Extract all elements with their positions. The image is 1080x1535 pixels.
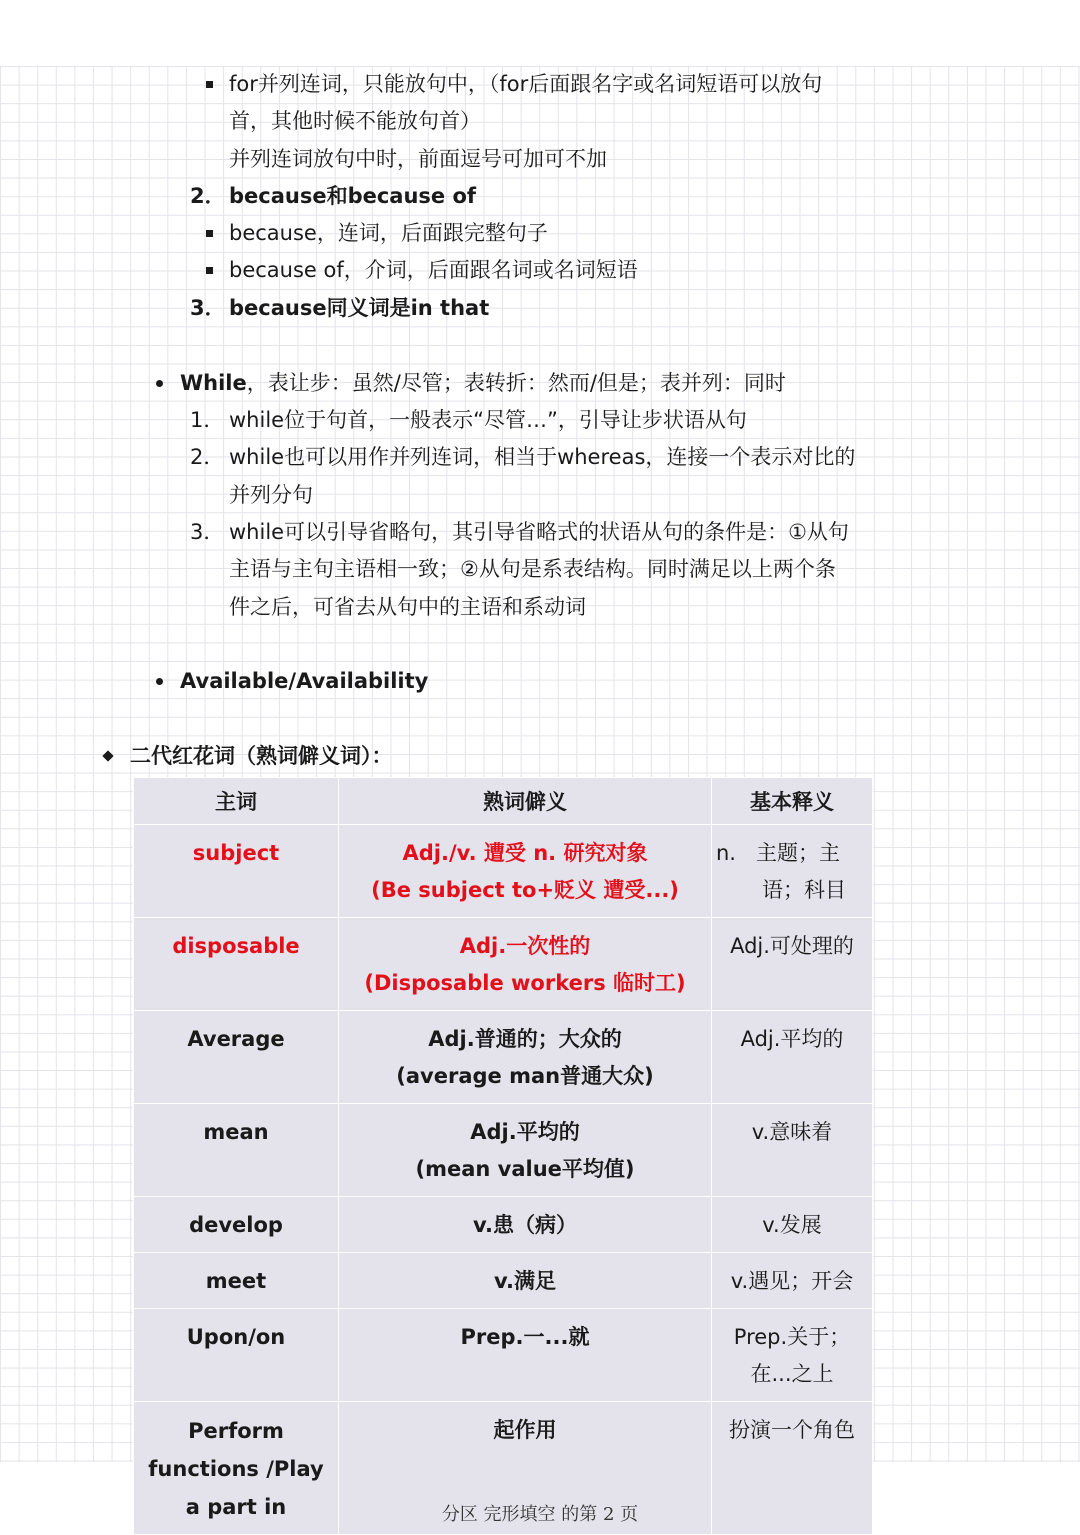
word-cell: subject	[134, 825, 339, 918]
because-of-note: because of，介词，后面跟名词或名词短语	[229, 258, 638, 282]
vocab-table	[133, 777, 873, 1535]
basic-meaning-cell: v.遇见；开会	[712, 1253, 873, 1309]
because-note: because，连词，后面跟完整句子	[229, 221, 548, 245]
word-cell: meet	[134, 1253, 339, 1309]
table-row	[134, 918, 873, 1011]
square-bullet-icon	[206, 230, 213, 237]
rare-meaning-cell: v.满足	[339, 1253, 712, 1309]
rare-meaning-cell: Prep.一...就	[339, 1309, 712, 1402]
header-rare-meaning: 熟词僻义	[339, 778, 712, 825]
round-bullet-icon	[156, 380, 163, 387]
rare-meaning-cell: 起作用	[339, 1402, 712, 1535]
while-item-line: 并列分句	[229, 483, 313, 507]
item-number: 2．	[190, 445, 225, 469]
while-item-line: 件之后，可省去从句中的主语和系动词	[229, 595, 586, 619]
table-row	[134, 825, 873, 918]
rare-meaning-cell: Adj.一次性的 (Disposable workers 临时工)	[339, 918, 712, 1011]
while-item-line: 主语与主句主语相一致；②从句是系表结构。同时满足以上两个条	[229, 557, 836, 581]
table-row	[134, 1309, 873, 1402]
available-heading: Available/Availability	[180, 669, 429, 693]
basic-meaning-cell: n. 主题；主 语；科目	[712, 825, 873, 918]
while-item-line: while也可以用作并列连词，相当于whereas，连接一个表示对比的	[229, 445, 856, 469]
basic-meaning-cell: v.意味着	[712, 1104, 873, 1197]
basic-meaning-cell: Prep.关于； 在...之上	[712, 1309, 873, 1402]
header-word: 主词	[134, 778, 339, 825]
table-row	[134, 1253, 873, 1309]
for-note-line: 并列连词放句中时，前面逗号可加可不加	[229, 147, 607, 171]
rare-meaning-cell: v.患（病）	[339, 1197, 712, 1253]
item-number: 2．	[190, 184, 226, 208]
basic-meaning-cell: Adj.可处理的	[712, 918, 873, 1011]
rare-meaning-cell: Adj.平均的 (mean value平均值)	[339, 1104, 712, 1197]
item-heading: because和because of	[229, 184, 477, 208]
for-note-line: 首，其他时候不能放句首）	[229, 109, 481, 133]
word-cell: develop	[134, 1197, 339, 1253]
while-heading: While，表让步：虽然/尽管；表转折：然而/但是；表并列：同时	[180, 371, 786, 395]
table-row	[134, 1104, 873, 1197]
basic-meaning-cell: 扮演一个角色	[712, 1402, 873, 1535]
table-row	[134, 1197, 873, 1253]
table-row	[134, 1011, 873, 1104]
vocab-section-title: 二代红花词（熟词僻义词）：	[130, 744, 393, 768]
word-cell: mean	[134, 1104, 339, 1197]
page-footer: 分区 完形填空 的第 2 页	[441, 1504, 639, 1525]
word-cell: disposable	[134, 918, 339, 1011]
word-cell: Perform functions /Play a part in	[134, 1402, 339, 1535]
basic-meaning-cell: Adj.平均的	[712, 1011, 873, 1104]
basic-meaning-cell: v.发展	[712, 1197, 873, 1253]
square-bullet-icon	[206, 81, 213, 88]
rare-meaning-cell: Adj.普通的；大众的 (average man普通大众)	[339, 1011, 712, 1104]
item-number: 3．	[190, 296, 226, 320]
while-item-line: while位于句首，一般表示“尽管…”，引导让步状语从句	[229, 408, 747, 432]
rare-meaning-cell: Adj./v. 遭受 n. 研究对象 (Be subject to+贬义 遭受...)	[339, 825, 712, 918]
for-note-line: for并列连词，只能放句中，（for后面跟名字或名词短语可以放句	[229, 72, 823, 96]
word-cell: Upon/on	[134, 1309, 339, 1402]
word-cell: Average	[134, 1011, 339, 1104]
item-number: 1．	[190, 408, 225, 432]
header-basic-meaning: 基本释义	[712, 778, 873, 825]
round-bullet-icon	[156, 678, 163, 685]
item-heading: because同义词是in that	[229, 296, 490, 320]
while-item-line: while可以引导省略句，其引导省略式的状语从句的条件是：①从句	[229, 520, 849, 544]
table-header-row	[134, 778, 873, 825]
item-number: 3．	[190, 520, 225, 544]
square-bullet-icon	[206, 267, 213, 274]
